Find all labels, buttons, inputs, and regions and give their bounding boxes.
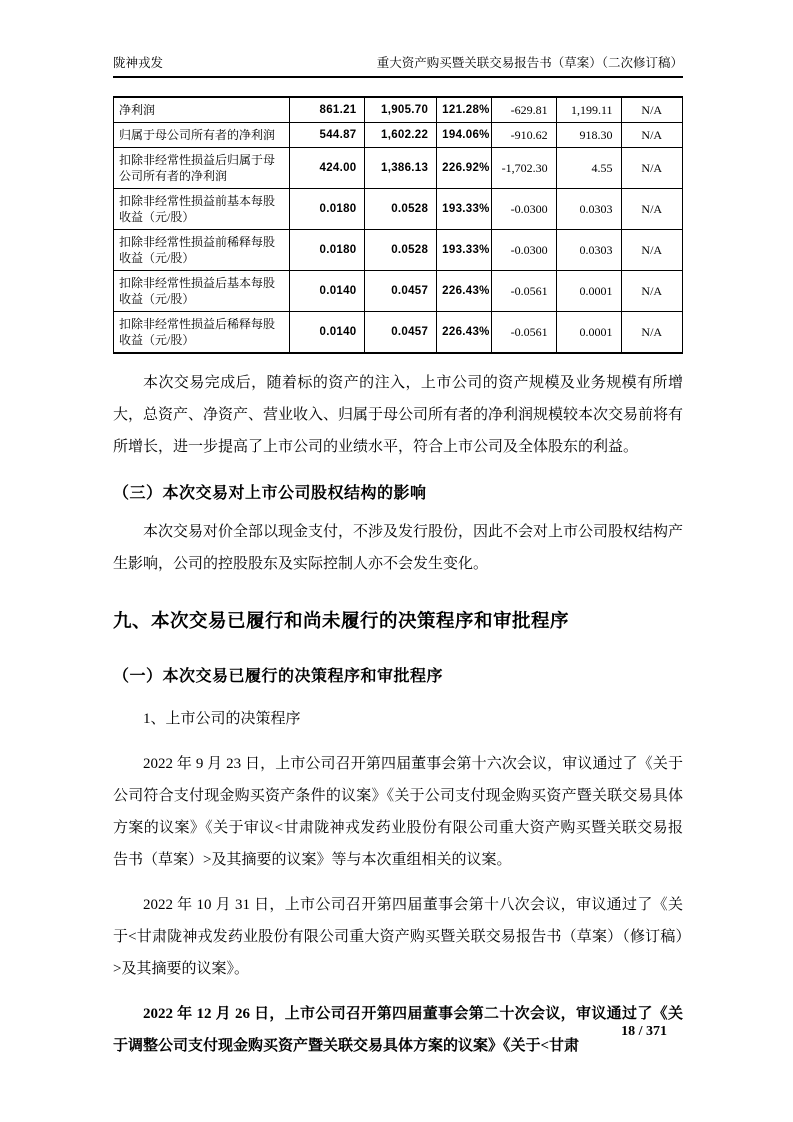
paragraph-transaction-effect: 本次交易完成后，随着标的资产的注入，上市公司的资产规模及业务规模有所增大，总资产、净资产、营业收入、归属于母公司所有者的净利润规模较本次交易前将有所增长，进一步提高了上市公司的业绩水平，符合上市公司及全体股东的利益。 [113, 375, 684, 455]
value-cell: 1,386.13 [365, 148, 437, 189]
value-cell: N/A [621, 148, 683, 189]
value-cell: 0.0457 [365, 312, 437, 354]
value-cell: 0.0180 [290, 230, 365, 271]
value-cell: 1,199.11 [556, 97, 621, 123]
heading-chapter-9: 九、本次交易已履行和尚未履行的决策程序和审批程序 [113, 610, 570, 631]
subheading-decision-procedure: 1、上市公司的决策程序 [143, 711, 301, 727]
value-cell: 0.0528 [365, 189, 437, 230]
value-cell: -0.0561 [491, 271, 556, 312]
value-cell: 0.0140 [290, 312, 365, 354]
header-company-name: 陇神戎发 [113, 56, 164, 70]
page-header [113, 0, 683, 78]
value-cell: 226.43% [437, 271, 492, 312]
row-label-cell: 扣除非经常性损益前基本每股收益（元/股） [114, 189, 290, 230]
page-content [113, 0, 683, 1062]
value-cell: 1,602.22 [365, 123, 437, 148]
value-cell: 193.33% [437, 230, 492, 271]
table-row [114, 123, 683, 148]
row-label-cell: 扣除非经常性损益后归属于母公司所有者的净利润 [114, 148, 290, 189]
value-cell: 0.0303 [556, 189, 621, 230]
value-cell: 0.0457 [365, 271, 437, 312]
value-cell: -629.81 [491, 97, 556, 123]
value-cell: 0.0001 [556, 271, 621, 312]
value-cell: 226.43% [437, 312, 492, 354]
row-label-cell: 归属于母公司所有者的净利润 [114, 123, 290, 148]
table-row [114, 271, 683, 312]
value-cell: 193.33% [437, 189, 492, 230]
financial-summary-table [113, 96, 683, 354]
heading-section-3: （三）本次交易对上市公司股权结构的影响 [113, 485, 427, 502]
row-label-cell: 净利润 [114, 97, 290, 123]
paragraph-board-meeting-20: 2022 年 12 月 26 日，上市公司召开第四届董事会第二十次会议，审议通过了《关于调整公司支付现金购买资产暨关联交易具体方案的议案》《关于<甘肃 [113, 1006, 683, 1054]
value-cell: 121.28% [437, 97, 492, 123]
value-cell: 0.0180 [290, 189, 365, 230]
value-cell: 4.55 [556, 148, 621, 189]
paragraph-equity-structure: 本次交易对价全部以现金支付，不涉及发行股份，因此不会对上市公司股权结构产生影响，公司的控股股东及实际控制人亦不会发生变化。 [113, 524, 684, 572]
heading-section-9-1: （一）本次交易已履行的决策程序和审批程序 [113, 668, 444, 685]
value-cell: 861.21 [290, 97, 365, 123]
value-cell: -1,702.30 [491, 148, 556, 189]
value-cell: N/A [621, 97, 683, 123]
value-cell: -910.62 [491, 123, 556, 148]
value-cell: 1,905.70 [365, 97, 437, 123]
value-cell: 226.92% [437, 148, 492, 189]
table-row [114, 148, 683, 189]
value-cell: -0.0300 [491, 230, 556, 271]
value-cell: 544.87 [290, 123, 365, 148]
table-row [114, 97, 683, 123]
row-label-cell: 扣除非经常性损益后稀释每股收益（元/股） [114, 312, 290, 354]
table-row [114, 312, 683, 354]
table-row [114, 189, 683, 230]
paragraph-board-meeting-18: 2022 年 10 月 31 日，上市公司召开第四届董事会第十八次会议，审议通过了《关于<甘肃陇神戎发药业股份有限公司重大资产购买暨关联交易报告书（草案）（修订稿）>及其摘要的议案》。 [113, 897, 683, 977]
value-cell: 918.30 [556, 123, 621, 148]
value-cell: 424.00 [290, 148, 365, 189]
value-cell: 0.0001 [556, 312, 621, 354]
value-cell: N/A [621, 189, 683, 230]
value-cell: -0.0561 [491, 312, 556, 354]
value-cell: 194.06% [437, 123, 492, 148]
row-label-cell: 扣除非经常性损益后基本每股收益（元/股） [114, 271, 290, 312]
value-cell: 0.0528 [365, 230, 437, 271]
value-cell: N/A [621, 123, 683, 148]
value-cell: N/A [621, 271, 683, 312]
page-number: 18 / 371 [621, 1024, 667, 1039]
value-cell: 0.0140 [290, 271, 365, 312]
table-row [114, 230, 683, 271]
value-cell: N/A [621, 312, 683, 354]
value-cell: -0.0300 [491, 189, 556, 230]
paragraph-board-meeting-16: 2022 年 9 月 23 日，上市公司召开第四届董事会第十六次会议，审议通过了《关于公司符合支付现金购买资产条件的议案》《关于公司支付现金购买资产暨关联交易具体方案的议案》《关于审议<甘肃陇神戎发药业股份有限公司重大资产购买暨关联交易报告书（草案）>及其摘要的议案》等与本次重组相关的议案。 [113, 756, 683, 868]
row-label-cell: 扣除非经常性损益前稀释每股收益（元/股） [114, 230, 290, 271]
summary-table-body [114, 97, 683, 353]
value-cell: N/A [621, 230, 683, 271]
value-cell: 0.0303 [556, 230, 621, 271]
header-report-title: 重大资产购买暨关联交易报告书（草案）（二次修订稿） [376, 56, 683, 70]
